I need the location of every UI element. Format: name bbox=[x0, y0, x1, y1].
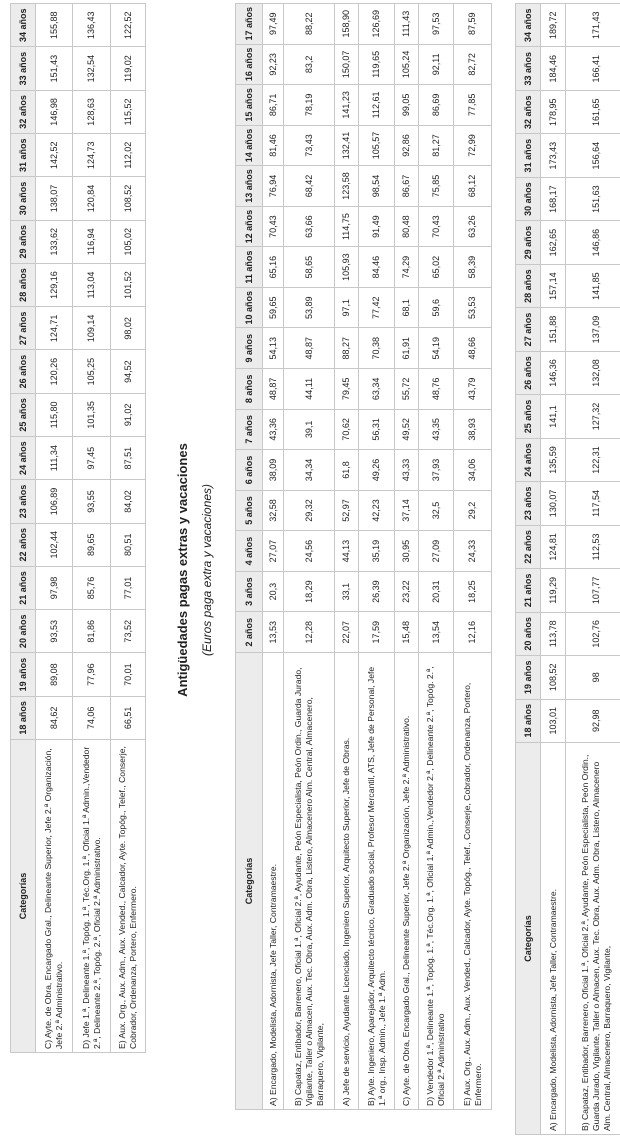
value-cell: 42,23 bbox=[359, 490, 395, 531]
column-header: 16 años bbox=[236, 44, 263, 85]
value-cell: 68,1 bbox=[395, 287, 419, 328]
value-cell: 112,02 bbox=[111, 134, 146, 177]
value-cell: 189,72 bbox=[541, 4, 566, 48]
value-cell: 48,76 bbox=[419, 369, 454, 410]
value-cell: 88,22 bbox=[284, 4, 335, 45]
value-cell: 34,34 bbox=[284, 450, 335, 491]
value-cell: 142,52 bbox=[36, 134, 73, 177]
column-header: 26 años bbox=[516, 351, 541, 394]
value-cell: 94,52 bbox=[111, 350, 146, 393]
value-cell: 43,33 bbox=[395, 450, 419, 491]
column-header: 3 años bbox=[236, 571, 263, 612]
value-cell: 132,54 bbox=[73, 47, 111, 90]
value-cell: 48,66 bbox=[454, 328, 492, 369]
value-cell: 105,24 bbox=[395, 44, 419, 85]
value-cell: 129,16 bbox=[36, 263, 73, 306]
column-header: 27 años bbox=[516, 308, 541, 351]
value-cell: 146,98 bbox=[36, 90, 73, 133]
column-header: 29 años bbox=[516, 221, 541, 264]
value-cell: 86,71 bbox=[263, 85, 284, 126]
value-cell: 54,19 bbox=[419, 328, 454, 369]
value-cell: 105,93 bbox=[335, 247, 359, 288]
value-cell: 84,46 bbox=[359, 247, 395, 288]
column-header: 24 años bbox=[516, 438, 541, 481]
seniority-table-c-d-e-18-34 bbox=[10, 3, 146, 1053]
column-header: 5 años bbox=[236, 490, 263, 531]
seniority-table-2-17 bbox=[235, 3, 492, 1110]
value-cell: 12,28 bbox=[284, 612, 335, 653]
value-cell: 115,80 bbox=[36, 393, 73, 436]
column-header: 29 años bbox=[11, 220, 36, 263]
column-header: 19 años bbox=[11, 653, 36, 696]
value-cell: 61,91 bbox=[395, 328, 419, 369]
table-row bbox=[566, 4, 620, 1135]
value-cell: 77,42 bbox=[359, 287, 395, 328]
value-cell: 70,01 bbox=[111, 653, 146, 696]
section-subtitle: (Euros paga extra y vacaciones) bbox=[200, 483, 214, 657]
value-cell: 55,72 bbox=[395, 369, 419, 410]
value-cell: 82,72 bbox=[454, 44, 492, 85]
column-header: 14 años bbox=[236, 125, 263, 166]
category-cell: A) Jefe de servicio, Ayudante Licenciado, Ingeniero Superior, Arquitecto Superior, Jefe de Obras. bbox=[335, 653, 359, 1110]
value-cell: 130,07 bbox=[541, 482, 566, 525]
value-cell: 37,93 bbox=[419, 450, 454, 491]
column-header: 21 años bbox=[516, 569, 541, 612]
table-header-row bbox=[236, 4, 263, 1110]
value-cell: 91,49 bbox=[359, 206, 395, 247]
value-cell: 44,13 bbox=[335, 531, 359, 572]
value-cell: 105,57 bbox=[359, 125, 395, 166]
value-cell: 24,33 bbox=[454, 531, 492, 572]
value-cell: 83,2 bbox=[284, 44, 335, 85]
column-header: 31 años bbox=[11, 134, 36, 177]
value-cell: 133,62 bbox=[36, 220, 73, 263]
value-cell: 32,58 bbox=[263, 490, 284, 531]
column-header: 18 años bbox=[516, 699, 541, 742]
value-cell: 150,07 bbox=[335, 44, 359, 85]
value-cell: 97,53 bbox=[419, 4, 454, 45]
value-cell: 158,90 bbox=[335, 4, 359, 45]
value-cell: 79,45 bbox=[335, 369, 359, 410]
value-cell: 52,97 bbox=[335, 490, 359, 531]
column-header-categorias: Categorías bbox=[11, 740, 36, 1053]
value-cell: 30,95 bbox=[395, 531, 419, 572]
value-cell: 112,61 bbox=[359, 85, 395, 126]
value-cell: 99,05 bbox=[395, 85, 419, 126]
value-cell: 22,07 bbox=[335, 612, 359, 653]
value-cell: 88,27 bbox=[335, 328, 359, 369]
value-cell: 111,43 bbox=[395, 4, 419, 45]
value-cell: 75,85 bbox=[419, 166, 454, 207]
value-cell: 74,06 bbox=[73, 696, 111, 739]
value-cell: 59,6 bbox=[419, 287, 454, 328]
value-cell: 91,02 bbox=[111, 393, 146, 436]
value-cell: 93,53 bbox=[36, 610, 73, 653]
column-header: 25 años bbox=[11, 393, 36, 436]
value-cell: 119,02 bbox=[111, 47, 146, 90]
value-cell: 23,22 bbox=[395, 571, 419, 612]
column-header: 2 años bbox=[236, 612, 263, 653]
value-cell: 141,1 bbox=[541, 395, 566, 438]
value-cell: 173,43 bbox=[541, 134, 566, 177]
value-cell: 76,94 bbox=[263, 166, 284, 207]
value-cell: 72,99 bbox=[454, 125, 492, 166]
value-cell: 135,59 bbox=[541, 438, 566, 481]
value-cell: 157,14 bbox=[541, 264, 566, 307]
value-cell: 89,08 bbox=[36, 653, 73, 696]
value-cell: 102,44 bbox=[36, 523, 73, 566]
value-cell: 113,78 bbox=[541, 612, 566, 655]
table-row bbox=[419, 4, 454, 1110]
column-header: 12 años bbox=[236, 206, 263, 247]
value-cell: 53,89 bbox=[284, 287, 335, 328]
value-cell: 124,73 bbox=[73, 134, 111, 177]
value-cell: 38,93 bbox=[454, 409, 492, 450]
column-header: 21 años bbox=[11, 566, 36, 609]
value-cell: 120,26 bbox=[36, 350, 73, 393]
value-cell: 15,48 bbox=[395, 612, 419, 653]
value-cell: 89,65 bbox=[73, 523, 111, 566]
value-cell: 97,1 bbox=[335, 287, 359, 328]
value-cell: 108,52 bbox=[111, 177, 146, 220]
value-cell: 120,84 bbox=[73, 177, 111, 220]
category-cell: A) Encargado, Modelista, Adornista, Jefe Taller, Contramaestre. bbox=[263, 653, 284, 1110]
value-cell: 138,07 bbox=[36, 177, 73, 220]
category-cell: B) Capataz, Entibador, Barrenero, Oficial 1.ª, Oficial 2.ª, Ayudante, Peón Especialista, Peón Ordin., Guarda Jurado, Vigilante, Taller o Almacen, Aux. Tec. Obra, Aux. Adm. Obra, Listero, Almacenero Alm. Central, Almacenero, Barraquero, Vigilante, bbox=[284, 653, 335, 1110]
value-cell: 86,67 bbox=[395, 166, 419, 207]
table-row bbox=[454, 4, 492, 1110]
category-cell: D) Jefe 1.ª, Delineante 1.ª, Topóg. 1.ª, Téc.Org. 1.ª, Oficial 1.ª Admin.,Vendedor 2.ª, Delineante 2.ª, Topóg. 2.ª, Oficial 2.ª Administrativo. bbox=[73, 740, 111, 1053]
column-header: 24 años bbox=[11, 437, 36, 480]
value-cell: 70,38 bbox=[359, 328, 395, 369]
value-cell: 119,29 bbox=[541, 569, 566, 612]
value-cell: 24,56 bbox=[284, 531, 335, 572]
column-header: 22 años bbox=[516, 525, 541, 568]
value-cell: 113,04 bbox=[73, 263, 111, 306]
column-header: 32 años bbox=[516, 90, 541, 133]
column-header: 17 años bbox=[236, 4, 263, 45]
value-cell: 53,53 bbox=[454, 287, 492, 328]
value-cell: 33,1 bbox=[335, 571, 359, 612]
value-cell: 132,08 bbox=[566, 351, 620, 394]
value-cell: 92,86 bbox=[395, 125, 419, 166]
value-cell: 97,45 bbox=[73, 437, 111, 480]
value-cell: 73,43 bbox=[284, 125, 335, 166]
value-cell: 80,51 bbox=[111, 523, 146, 566]
value-cell: 66,51 bbox=[111, 696, 146, 739]
category-cell: E) Aux. Org., Aux. Adm., Aux. Vended., Calcador, Ayte. Topóg., Telef., Conserje, Cobrador, Ordenanza, Portero, Enfermero. bbox=[454, 653, 492, 1110]
column-header: 9 años bbox=[236, 328, 263, 369]
value-cell: 49,52 bbox=[395, 409, 419, 450]
column-header: 25 años bbox=[516, 395, 541, 438]
value-cell: 29,2 bbox=[454, 490, 492, 531]
value-cell: 102,76 bbox=[566, 612, 620, 655]
value-cell: 126,69 bbox=[359, 4, 395, 45]
column-header: 15 años bbox=[236, 85, 263, 126]
value-cell: 141,23 bbox=[335, 85, 359, 126]
value-cell: 171,43 bbox=[566, 4, 620, 48]
value-cell: 18,29 bbox=[284, 571, 335, 612]
value-cell: 34,06 bbox=[454, 450, 492, 491]
category-cell: B) Ayte. Ingeniero, Aparejador, Arquitecto técnico, Graduado social, Profesor Mercantil, ATS, Jefe de Personal, Jefe 1.ª org., Insp. Admin., Jefe 1.ª Adm. bbox=[359, 653, 395, 1110]
value-cell: 116,94 bbox=[73, 220, 111, 263]
column-header: 8 años bbox=[236, 369, 263, 410]
column-header: 32 años bbox=[11, 90, 36, 133]
table-row bbox=[36, 4, 73, 1053]
value-cell: 128,63 bbox=[73, 90, 111, 133]
value-cell: 101,35 bbox=[73, 393, 111, 436]
value-cell: 61,8 bbox=[335, 450, 359, 491]
column-header: 30 años bbox=[516, 177, 541, 220]
value-cell: 49,26 bbox=[359, 450, 395, 491]
category-cell: A) Encargado, Modelista, Adornista, Jefe Taller, Contramaestre. bbox=[541, 743, 566, 1135]
value-cell: 70,62 bbox=[335, 409, 359, 450]
value-cell: 156,64 bbox=[566, 134, 620, 177]
value-cell: 151,88 bbox=[541, 308, 566, 351]
column-header: 20 años bbox=[11, 610, 36, 653]
value-cell: 39,1 bbox=[284, 409, 335, 450]
value-cell: 105,25 bbox=[73, 350, 111, 393]
value-cell: 20,31 bbox=[419, 571, 454, 612]
column-header: 28 años bbox=[516, 264, 541, 307]
column-header: 7 años bbox=[236, 409, 263, 450]
value-cell: 77,85 bbox=[454, 85, 492, 126]
value-cell: 122,52 bbox=[111, 4, 146, 48]
value-cell: 65,16 bbox=[263, 247, 284, 288]
value-cell: 98 bbox=[566, 656, 620, 699]
value-cell: 63,34 bbox=[359, 369, 395, 410]
value-cell: 151,43 bbox=[36, 47, 73, 90]
value-cell: 92,23 bbox=[263, 44, 284, 85]
value-cell: 35,19 bbox=[359, 531, 395, 572]
value-cell: 81,27 bbox=[419, 125, 454, 166]
value-cell: 63,66 bbox=[284, 206, 335, 247]
table-row bbox=[541, 4, 566, 1135]
value-cell: 12,16 bbox=[454, 612, 492, 653]
value-cell: 58,39 bbox=[454, 247, 492, 288]
value-cell: 108,52 bbox=[541, 656, 566, 699]
value-cell: 32,5 bbox=[419, 490, 454, 531]
value-cell: 155,88 bbox=[36, 4, 73, 48]
table-row bbox=[359, 4, 395, 1110]
value-cell: 54,13 bbox=[263, 328, 284, 369]
column-header: 33 años bbox=[516, 47, 541, 90]
value-cell: 77,01 bbox=[111, 566, 146, 609]
value-cell: 68,12 bbox=[454, 166, 492, 207]
category-cell: C) Ayte. de Obra, Encargado Gral., Delineante Superior, Jefe 2.ª Organización, Jefe 2.ª Administrativo. bbox=[395, 653, 419, 1110]
table-row bbox=[395, 4, 419, 1110]
value-cell: 137,09 bbox=[566, 308, 620, 351]
value-cell: 84,02 bbox=[111, 480, 146, 523]
column-header: 11 años bbox=[236, 247, 263, 288]
value-cell: 38,09 bbox=[263, 450, 284, 491]
value-cell: 84,62 bbox=[36, 696, 73, 739]
value-cell: 97,49 bbox=[263, 4, 284, 45]
value-cell: 117,54 bbox=[566, 482, 620, 525]
column-header: 26 años bbox=[11, 350, 36, 393]
value-cell: 18,25 bbox=[454, 571, 492, 612]
table-header-row bbox=[516, 4, 541, 1135]
value-cell: 85,76 bbox=[73, 566, 111, 609]
value-cell: 124,81 bbox=[541, 525, 566, 568]
value-cell: 93,55 bbox=[73, 480, 111, 523]
column-header: 23 años bbox=[516, 482, 541, 525]
value-cell: 48,87 bbox=[284, 328, 335, 369]
value-cell: 111,34 bbox=[36, 437, 73, 480]
value-cell: 80,48 bbox=[395, 206, 419, 247]
column-header: 31 años bbox=[516, 134, 541, 177]
table-header-row bbox=[11, 4, 36, 1053]
value-cell: 168,17 bbox=[541, 177, 566, 220]
column-header: 30 años bbox=[11, 177, 36, 220]
column-header: 28 años bbox=[11, 263, 36, 306]
table-row bbox=[111, 4, 146, 1053]
value-cell: 29,32 bbox=[284, 490, 335, 531]
value-cell: 87,59 bbox=[454, 4, 492, 45]
value-cell: 114,75 bbox=[335, 206, 359, 247]
value-cell: 132,41 bbox=[335, 125, 359, 166]
value-cell: 63,26 bbox=[454, 206, 492, 247]
value-cell: 166,41 bbox=[566, 47, 620, 90]
column-header: 22 años bbox=[11, 523, 36, 566]
value-cell: 81,46 bbox=[263, 125, 284, 166]
value-cell: 161,65 bbox=[566, 90, 620, 133]
value-cell: 101,52 bbox=[111, 263, 146, 306]
value-cell: 98,02 bbox=[111, 307, 146, 350]
value-cell: 146,86 bbox=[566, 221, 620, 264]
value-cell: 136,43 bbox=[73, 4, 111, 48]
category-cell: E) Aux. Org., Aux. Adm., Aux. Vended., Calcador, Ayte. Topóg., Telef., Conserje, Cobrador, Ordenanza, Portero, Enfermero. bbox=[111, 740, 146, 1053]
seniority-table-a-b-18-34 bbox=[515, 3, 620, 1135]
value-cell: 87,51 bbox=[111, 437, 146, 480]
value-cell: 115,52 bbox=[111, 90, 146, 133]
column-header: 18 años bbox=[11, 696, 36, 739]
column-header-categorias: Categorías bbox=[236, 653, 263, 1110]
column-header: 23 años bbox=[11, 480, 36, 523]
value-cell: 56,31 bbox=[359, 409, 395, 450]
value-cell: 151,63 bbox=[566, 177, 620, 220]
value-cell: 78,19 bbox=[284, 85, 335, 126]
value-cell: 73,52 bbox=[111, 610, 146, 653]
value-cell: 17,59 bbox=[359, 612, 395, 653]
value-cell: 124,71 bbox=[36, 307, 73, 350]
value-cell: 43,36 bbox=[263, 409, 284, 450]
value-cell: 122,31 bbox=[566, 438, 620, 481]
value-cell: 44,11 bbox=[284, 369, 335, 410]
column-header-categorias: Categorías bbox=[516, 743, 541, 1135]
value-cell: 107,77 bbox=[566, 569, 620, 612]
column-header: 6 años bbox=[236, 450, 263, 491]
category-cell: B) Capataz, Entibador, Barrenero, Oficial 1.ª, Oficial 2.ª, Ayudante, Peón Especialista, Peón Ordin., Guarda Jurado, Vigilante, Taller o Almacen, Aux. Tec. Obra, Aux. Adm. Obra, Listero, Almacenero Alm. Central, Almacenero, Barraquero, Vigilante, bbox=[566, 743, 620, 1135]
value-cell: 77,96 bbox=[73, 653, 111, 696]
table-row bbox=[335, 4, 359, 1110]
value-cell: 81,86 bbox=[73, 610, 111, 653]
column-header: 19 años bbox=[516, 656, 541, 699]
column-header: 10 años bbox=[236, 287, 263, 328]
column-header: 4 años bbox=[236, 531, 263, 572]
value-cell: 105,02 bbox=[111, 220, 146, 263]
value-cell: 112,53 bbox=[566, 525, 620, 568]
value-cell: 37,14 bbox=[395, 490, 419, 531]
value-cell: 70,43 bbox=[263, 206, 284, 247]
value-cell: 106,89 bbox=[36, 480, 73, 523]
value-cell: 65,02 bbox=[419, 247, 454, 288]
value-cell: 74,29 bbox=[395, 247, 419, 288]
value-cell: 146,36 bbox=[541, 351, 566, 394]
table-row bbox=[284, 4, 335, 1110]
column-header: 20 años bbox=[516, 612, 541, 655]
value-cell: 178,95 bbox=[541, 90, 566, 133]
column-header: 34 años bbox=[516, 4, 541, 48]
table-row bbox=[73, 4, 111, 1053]
column-header: 34 años bbox=[11, 4, 36, 48]
value-cell: 92,11 bbox=[419, 44, 454, 85]
column-header: 27 años bbox=[11, 307, 36, 350]
column-header: 33 años bbox=[11, 47, 36, 90]
value-cell: 68,42 bbox=[284, 166, 335, 207]
value-cell: 48,87 bbox=[263, 369, 284, 410]
column-header: 13 años bbox=[236, 166, 263, 207]
value-cell: 43,35 bbox=[419, 409, 454, 450]
value-cell: 58,65 bbox=[284, 247, 335, 288]
value-cell: 184,46 bbox=[541, 47, 566, 90]
value-cell: 13,54 bbox=[419, 612, 454, 653]
value-cell: 27,09 bbox=[419, 531, 454, 572]
value-cell: 59,65 bbox=[263, 287, 284, 328]
value-cell: 119,65 bbox=[359, 44, 395, 85]
value-cell: 97,98 bbox=[36, 566, 73, 609]
value-cell: 70,43 bbox=[419, 206, 454, 247]
category-cell: C) Ayte. de Obra, Encargado Gral., Delineante Superior, Jefe 2.ª Organización, Jefe 2.ª Administrativo. bbox=[36, 740, 73, 1053]
category-cell: D) Vendedor 1.ª, Delineante 1.ª, Topóg. 1.ª, Téc.Org. 1.ª, Oficial 1.ª Admin.,Vendedor 2.ª, Delineante 2.ª, Topóg. 2.ª, Oficial 2.ª Administrativo bbox=[419, 653, 454, 1110]
value-cell: 162,65 bbox=[541, 221, 566, 264]
value-cell: 86,69 bbox=[419, 85, 454, 126]
value-cell: 92,98 bbox=[566, 699, 620, 742]
value-cell: 20,3 bbox=[263, 571, 284, 612]
value-cell: 103,01 bbox=[541, 699, 566, 742]
value-cell: 141,85 bbox=[566, 264, 620, 307]
value-cell: 127,32 bbox=[566, 395, 620, 438]
value-cell: 13,53 bbox=[263, 612, 284, 653]
value-cell: 26,39 bbox=[359, 571, 395, 612]
value-cell: 109,14 bbox=[73, 307, 111, 350]
value-cell: 123,58 bbox=[335, 166, 359, 207]
value-cell: 98,54 bbox=[359, 166, 395, 207]
section-title: Antigüedades pagas extras y vacaciones bbox=[175, 443, 190, 697]
value-cell: 27,07 bbox=[263, 531, 284, 572]
table-row bbox=[263, 4, 284, 1110]
value-cell: 43,79 bbox=[454, 369, 492, 410]
